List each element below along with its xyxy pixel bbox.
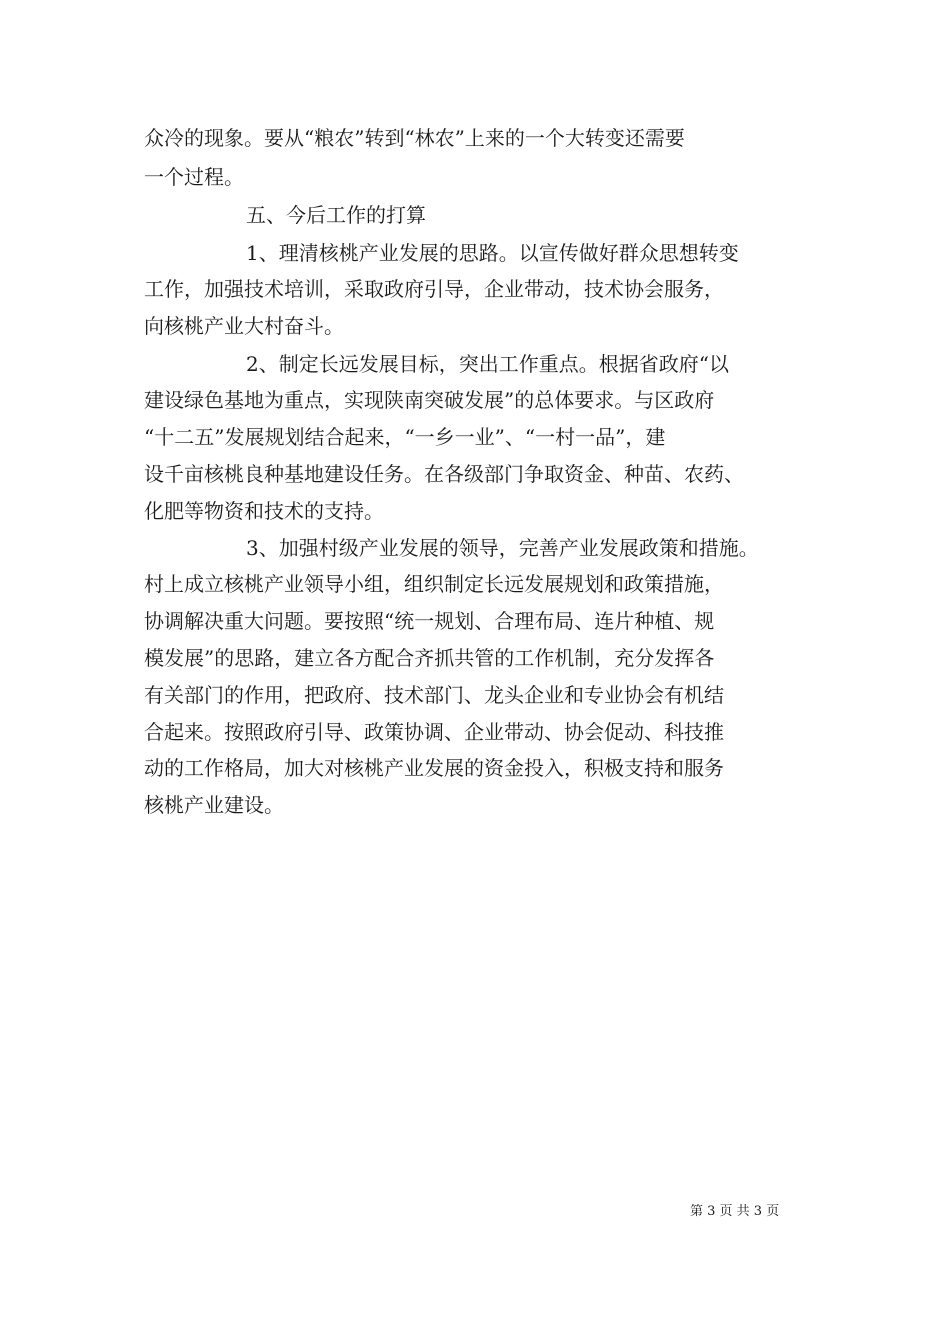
section-heading: 五、今后工作的打算 [246,203,426,227]
text-line: 建设绿色基地为重点，实现陕南突破发展”的总体要求。与区政府 [144,388,715,412]
text-line: 2、制定长远发展目标，突出工作重点。根据省政府“以 [246,352,729,376]
text-line: 设千亩核桃良种基地建设任务。在各级部门争取资金、种苗、农药、 [144,462,744,486]
text-line: 3、加强村级产业发展的领导，完善产业发展政策和措施。 [246,536,759,560]
text-line: 一个过程。 [144,165,244,189]
text-line: “十二五”发展规划结合起来，“一乡一业”、“一村一品”，建 [144,425,666,449]
text-line: 向核桃产业大村奋斗。 [144,314,344,338]
text-line: 村上成立核桃产业领导小组，组织制定长远发展规划和政策措施， [144,572,724,596]
text-line: 核桃产业建设。 [144,793,284,817]
text-line: 模发展”的思路，建立各方配合齐抓共管的工作机制，充分发挥各 [144,646,715,670]
text-line: 有关部门的作用，把政府、技术部门、龙头企业和专业协会有机结 [144,683,724,707]
text-line: 动的工作格局，加大对核桃产业发展的资金投入，积极支持和服务 [144,756,724,780]
text-line: 协调解决重大问题。要按照“统一规划、合理布局、连片种植、规 [144,609,715,633]
page-number-footer: 第 3 页 共 3 页 [690,1204,780,1219]
text-line: 工作，加强技术培训，采取政府引导，企业带动，技术协会服务， [144,277,724,301]
text-line: 1、理清核桃产业发展的思路。以宣传做好群众思想转变 [246,241,739,265]
text-line: 化肥等物资和技术的支持。 [144,499,384,523]
text-line: 合起来。按照政府引导、政策协调、企业带动、协会促动、科技推 [144,720,724,744]
text-line: 众冷的现象。要从“粮农”转到“林农”上来的一个大转变还需要 [144,126,685,150]
